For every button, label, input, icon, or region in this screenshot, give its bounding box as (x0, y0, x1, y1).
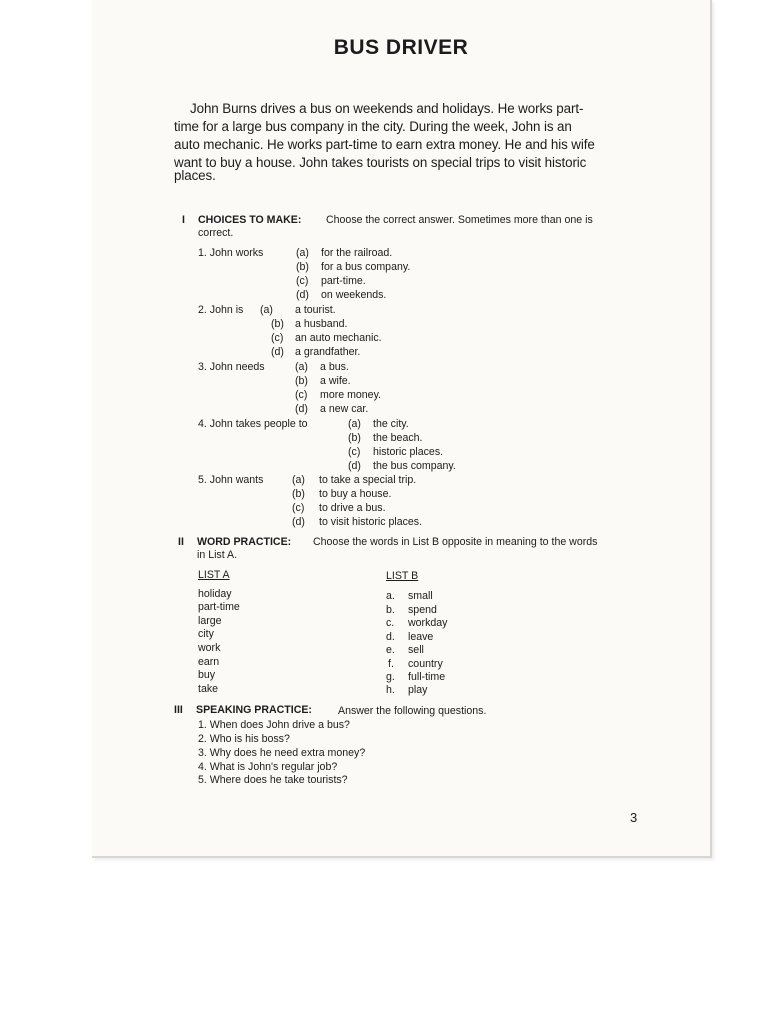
option-letter: (a) (296, 247, 309, 259)
section-label: CHOICES TO MAKE: (198, 214, 302, 226)
question-stem: 5. John wants (198, 474, 264, 486)
option-text: to visit historic places. (319, 516, 423, 528)
section-instruction: Choose the words in List B opposite in meaning to the words (313, 536, 598, 548)
page-title: BUS DRIVER (333, 36, 469, 59)
list-b-word: workday (408, 617, 448, 629)
intro-line: auto mechanic. He works part-time to earn extra money. He and his wife (174, 137, 595, 152)
option-text: to drive a bus. (319, 502, 386, 514)
list-b-letter: e. (386, 644, 395, 656)
list-b-word: leave (408, 631, 434, 643)
speaking-question: 1. When does John drive a bus? (198, 719, 350, 731)
option-text: a husband. (295, 318, 348, 330)
option-letter: (b) (295, 375, 308, 387)
list-b-header: LIST B (386, 570, 419, 582)
question-stem: 3. John needs (198, 361, 265, 373)
speaking-question: 3. Why does he need extra money? (198, 747, 366, 759)
list-a-word: large (198, 615, 222, 627)
list-b-letter: c. (386, 617, 395, 629)
option-text: a grandfather. (295, 346, 361, 358)
list-b-word: sell (408, 644, 424, 656)
list-b-word: small (408, 590, 433, 602)
option-text: an auto mechanic. (295, 332, 382, 344)
option-letter: (c) (296, 275, 309, 287)
option-letter: (b) (271, 318, 284, 330)
option-text: part-time. (321, 275, 366, 287)
option-letter: (d) (295, 403, 308, 415)
list-a-word: city (198, 628, 214, 640)
list-a-word: buy (198, 669, 216, 681)
option-letter: (c) (292, 502, 305, 514)
list-a-word: holiday (198, 588, 232, 600)
list-b-letter: g. (386, 671, 395, 683)
list-b-letter: d. (386, 631, 395, 643)
list-b-letter: f. (388, 658, 394, 670)
list-b-word: country (408, 658, 443, 670)
question-stem: 2. John is (198, 304, 244, 316)
speaking-question: 2. Who is his boss? (198, 733, 290, 745)
option-letter: (c) (295, 389, 308, 401)
option-text: a new car. (320, 403, 369, 415)
option-text: the bus company. (373, 460, 456, 472)
option-text: the city. (373, 418, 409, 430)
option-letter: (a) (292, 474, 305, 486)
option-letter: (a) (260, 304, 273, 316)
option-text: for the railroad. (321, 247, 393, 259)
section-instruction: Answer the following questions. (338, 705, 487, 717)
intro-line: time for a large bus company in the city. During the week, John is an (174, 119, 572, 134)
option-text: for a bus company. (321, 261, 411, 273)
intro-line: John Burns drives a bus on weekends and holidays. He works part- (190, 101, 584, 116)
option-letter: (c) (271, 332, 284, 344)
option-text: a tourist. (295, 304, 336, 316)
list-b-letter: h. (386, 684, 395, 696)
option-text: a wife. (320, 375, 351, 387)
option-letter: (d) (292, 516, 305, 528)
option-letter: (d) (348, 460, 361, 472)
question-stem: 1. John works (198, 247, 264, 259)
option-letter: (d) (271, 346, 284, 358)
book-page (92, 0, 712, 858)
option-letter: (b) (292, 488, 305, 500)
list-b-word: full-time (408, 671, 446, 683)
page-number: 3 (630, 810, 638, 825)
option-text: to buy a house. (319, 488, 392, 500)
option-letter: (b) (296, 261, 309, 273)
list-a-header: LIST A (198, 569, 230, 581)
speaking-question: 5. Where does he take tourists? (198, 774, 348, 786)
option-letter: (b) (348, 432, 361, 444)
question-stem: 4. John takes people to (198, 418, 308, 430)
section-number: I (182, 214, 185, 226)
list-b-word: spend (408, 604, 437, 616)
section-number: II (178, 536, 184, 548)
list-a-word: take (198, 683, 219, 695)
section-label: WORD PRACTICE: (197, 536, 292, 548)
intro-line: want to buy a house. John takes tourists on special trips to visit historic (174, 155, 587, 170)
list-b-letter: a. (386, 590, 395, 602)
list-b-word: play (408, 684, 428, 696)
option-text: historic places. (373, 446, 444, 458)
option-text: on weekends. (321, 289, 387, 301)
section-instruction: Choose the correct answer. Sometimes more than one is (326, 214, 593, 226)
section-number: III (174, 704, 183, 716)
option-letter: (a) (348, 418, 361, 430)
option-text: to take a special trip. (319, 474, 417, 486)
option-letter: (c) (348, 446, 361, 458)
intro-line: places. (174, 168, 216, 183)
list-a-word: part-time (198, 601, 240, 613)
option-text: the beach. (373, 432, 423, 444)
option-letter: (d) (296, 289, 309, 301)
list-b-letter: b. (386, 604, 395, 616)
option-text: a bus. (320, 361, 349, 373)
speaking-question: 4. What is John's regular job? (198, 761, 338, 773)
section-label: SPEAKING PRACTICE: (196, 704, 312, 716)
list-a-word: work (198, 642, 221, 654)
option-letter: (a) (295, 361, 308, 373)
section-instruction: correct. (198, 227, 234, 239)
section-instruction: in List A. (197, 549, 238, 561)
option-text: more money. (320, 389, 382, 401)
list-a-word: earn (198, 656, 220, 668)
